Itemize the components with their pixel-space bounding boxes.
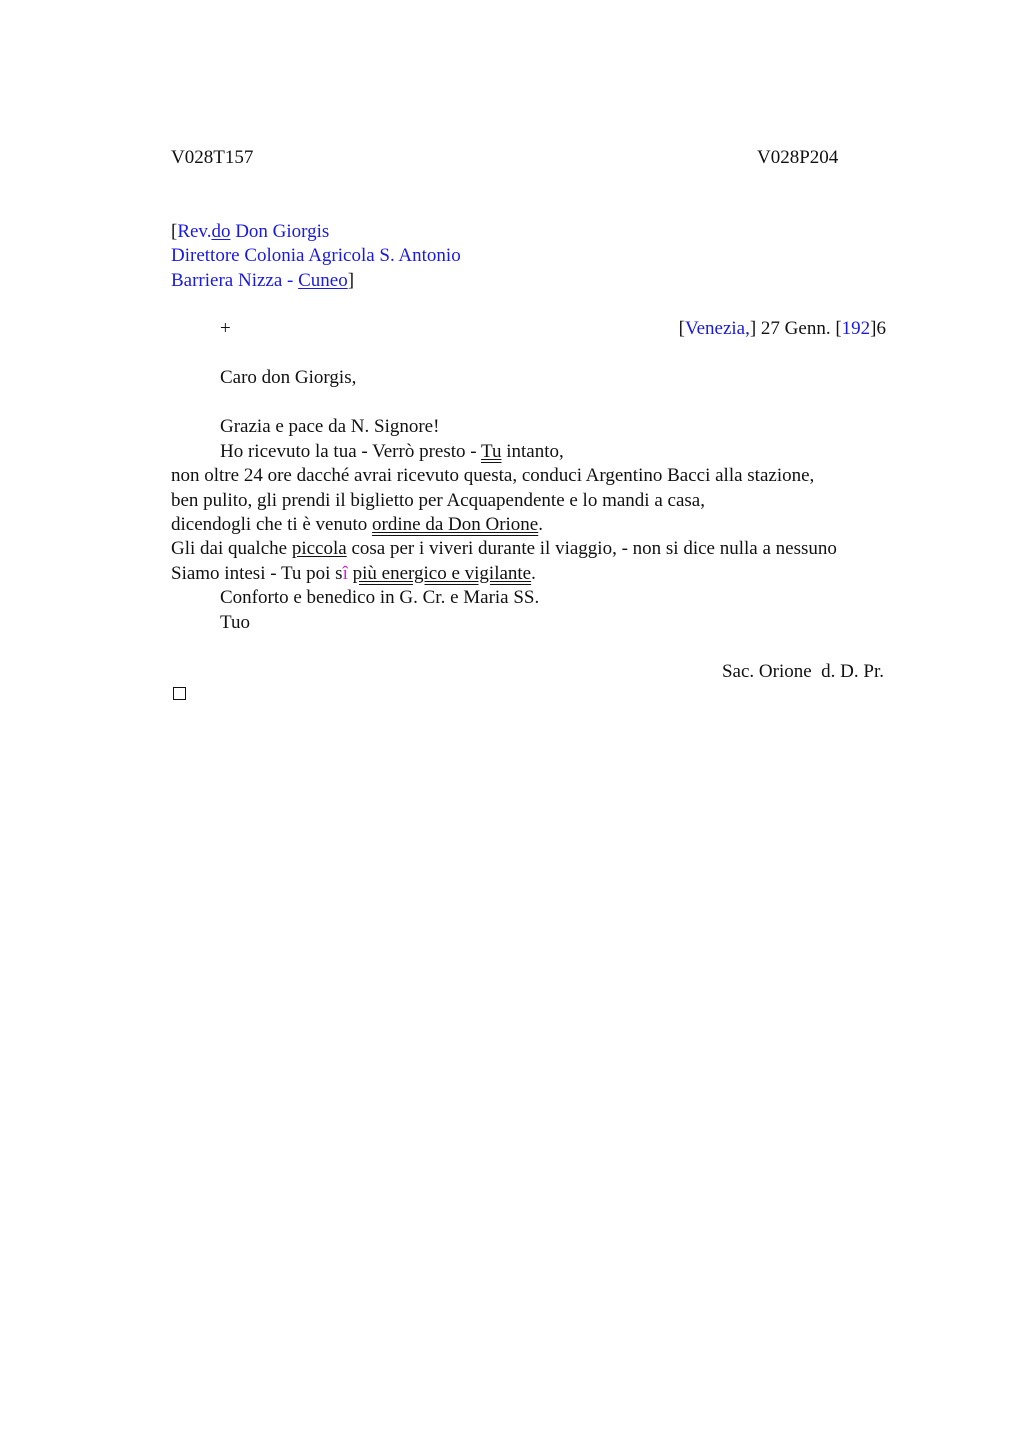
- bracket-close: ]: [347, 270, 355, 291]
- address-recipient: Don Giorgis: [230, 221, 330, 242]
- dateline-year-end: ]6: [870, 318, 886, 339]
- body-line-3: ben pulito, gli prendi il biglietto per Acquapendente e lo mandi a casa,: [171, 490, 705, 511]
- address-street: Barriera Nizza -: [171, 270, 299, 291]
- address-title-suffix: do: [211, 221, 231, 242]
- greeting: Grazia e pace da N. Signore!: [220, 416, 440, 437]
- dateline: [679, 317, 886, 341]
- document-code-right: V028P204: [757, 147, 839, 168]
- address-line-2: Direttore Colonia Agricola S. Antonio: [171, 245, 461, 266]
- cross-mark: +: [220, 318, 231, 339]
- closing-word: Tuo: [220, 612, 250, 633]
- body-text: Siamo intesi - Tu poi s: [171, 563, 343, 584]
- dateline-place: Venezia,: [684, 318, 750, 339]
- document-code-left: V028T157: [171, 147, 254, 168]
- variant-letter: î: [342, 563, 348, 584]
- body-line-1: [220, 440, 564, 464]
- address-title: Rev.: [177, 221, 212, 242]
- closing-line: Conforto e benedico in G. Cr. e Maria SS.: [220, 587, 540, 608]
- body-text: Gli dai qualche: [171, 538, 292, 559]
- dateline-date: ] 27 Genn. [: [749, 318, 842, 339]
- body-text: .: [531, 563, 536, 584]
- body-line-5: [171, 537, 837, 561]
- underlined-text: più energico e vigilante: [352, 563, 532, 584]
- body-line-6: [171, 562, 536, 586]
- body-text: .: [538, 514, 543, 535]
- dateline-year-part: 192: [841, 318, 871, 339]
- underlined-text: Tu: [481, 441, 502, 462]
- body-text: dicendogli che ti è venuto: [171, 514, 373, 535]
- bracket-open: [: [171, 221, 178, 242]
- body-text: Ho ricevuto la tua - Verrò presto -: [220, 441, 481, 462]
- body-line-2: non oltre 24 ore dacché avrai ricevuto questa, conduci Argentino Bacci alla stazione,: [171, 465, 815, 486]
- signature: Sac. Orione d. D. Pr.: [721, 661, 884, 682]
- address-city: Cuneo: [298, 270, 348, 291]
- address-line-3: [171, 269, 354, 293]
- end-of-document-square-icon: [173, 687, 186, 700]
- body-line-4: [171, 513, 543, 537]
- underlined-text: piccola: [291, 538, 347, 559]
- body-text: intanto,: [501, 441, 564, 462]
- salutation: Caro don Giorgis,: [220, 367, 357, 388]
- dateline-bracket: [: [678, 318, 685, 339]
- address-line-1: [171, 220, 329, 244]
- underlined-text: ordine da Don Orione: [372, 514, 539, 535]
- body-text: cosa per i viveri durante il viaggio, - non si dice nulla a nessuno: [346, 538, 837, 559]
